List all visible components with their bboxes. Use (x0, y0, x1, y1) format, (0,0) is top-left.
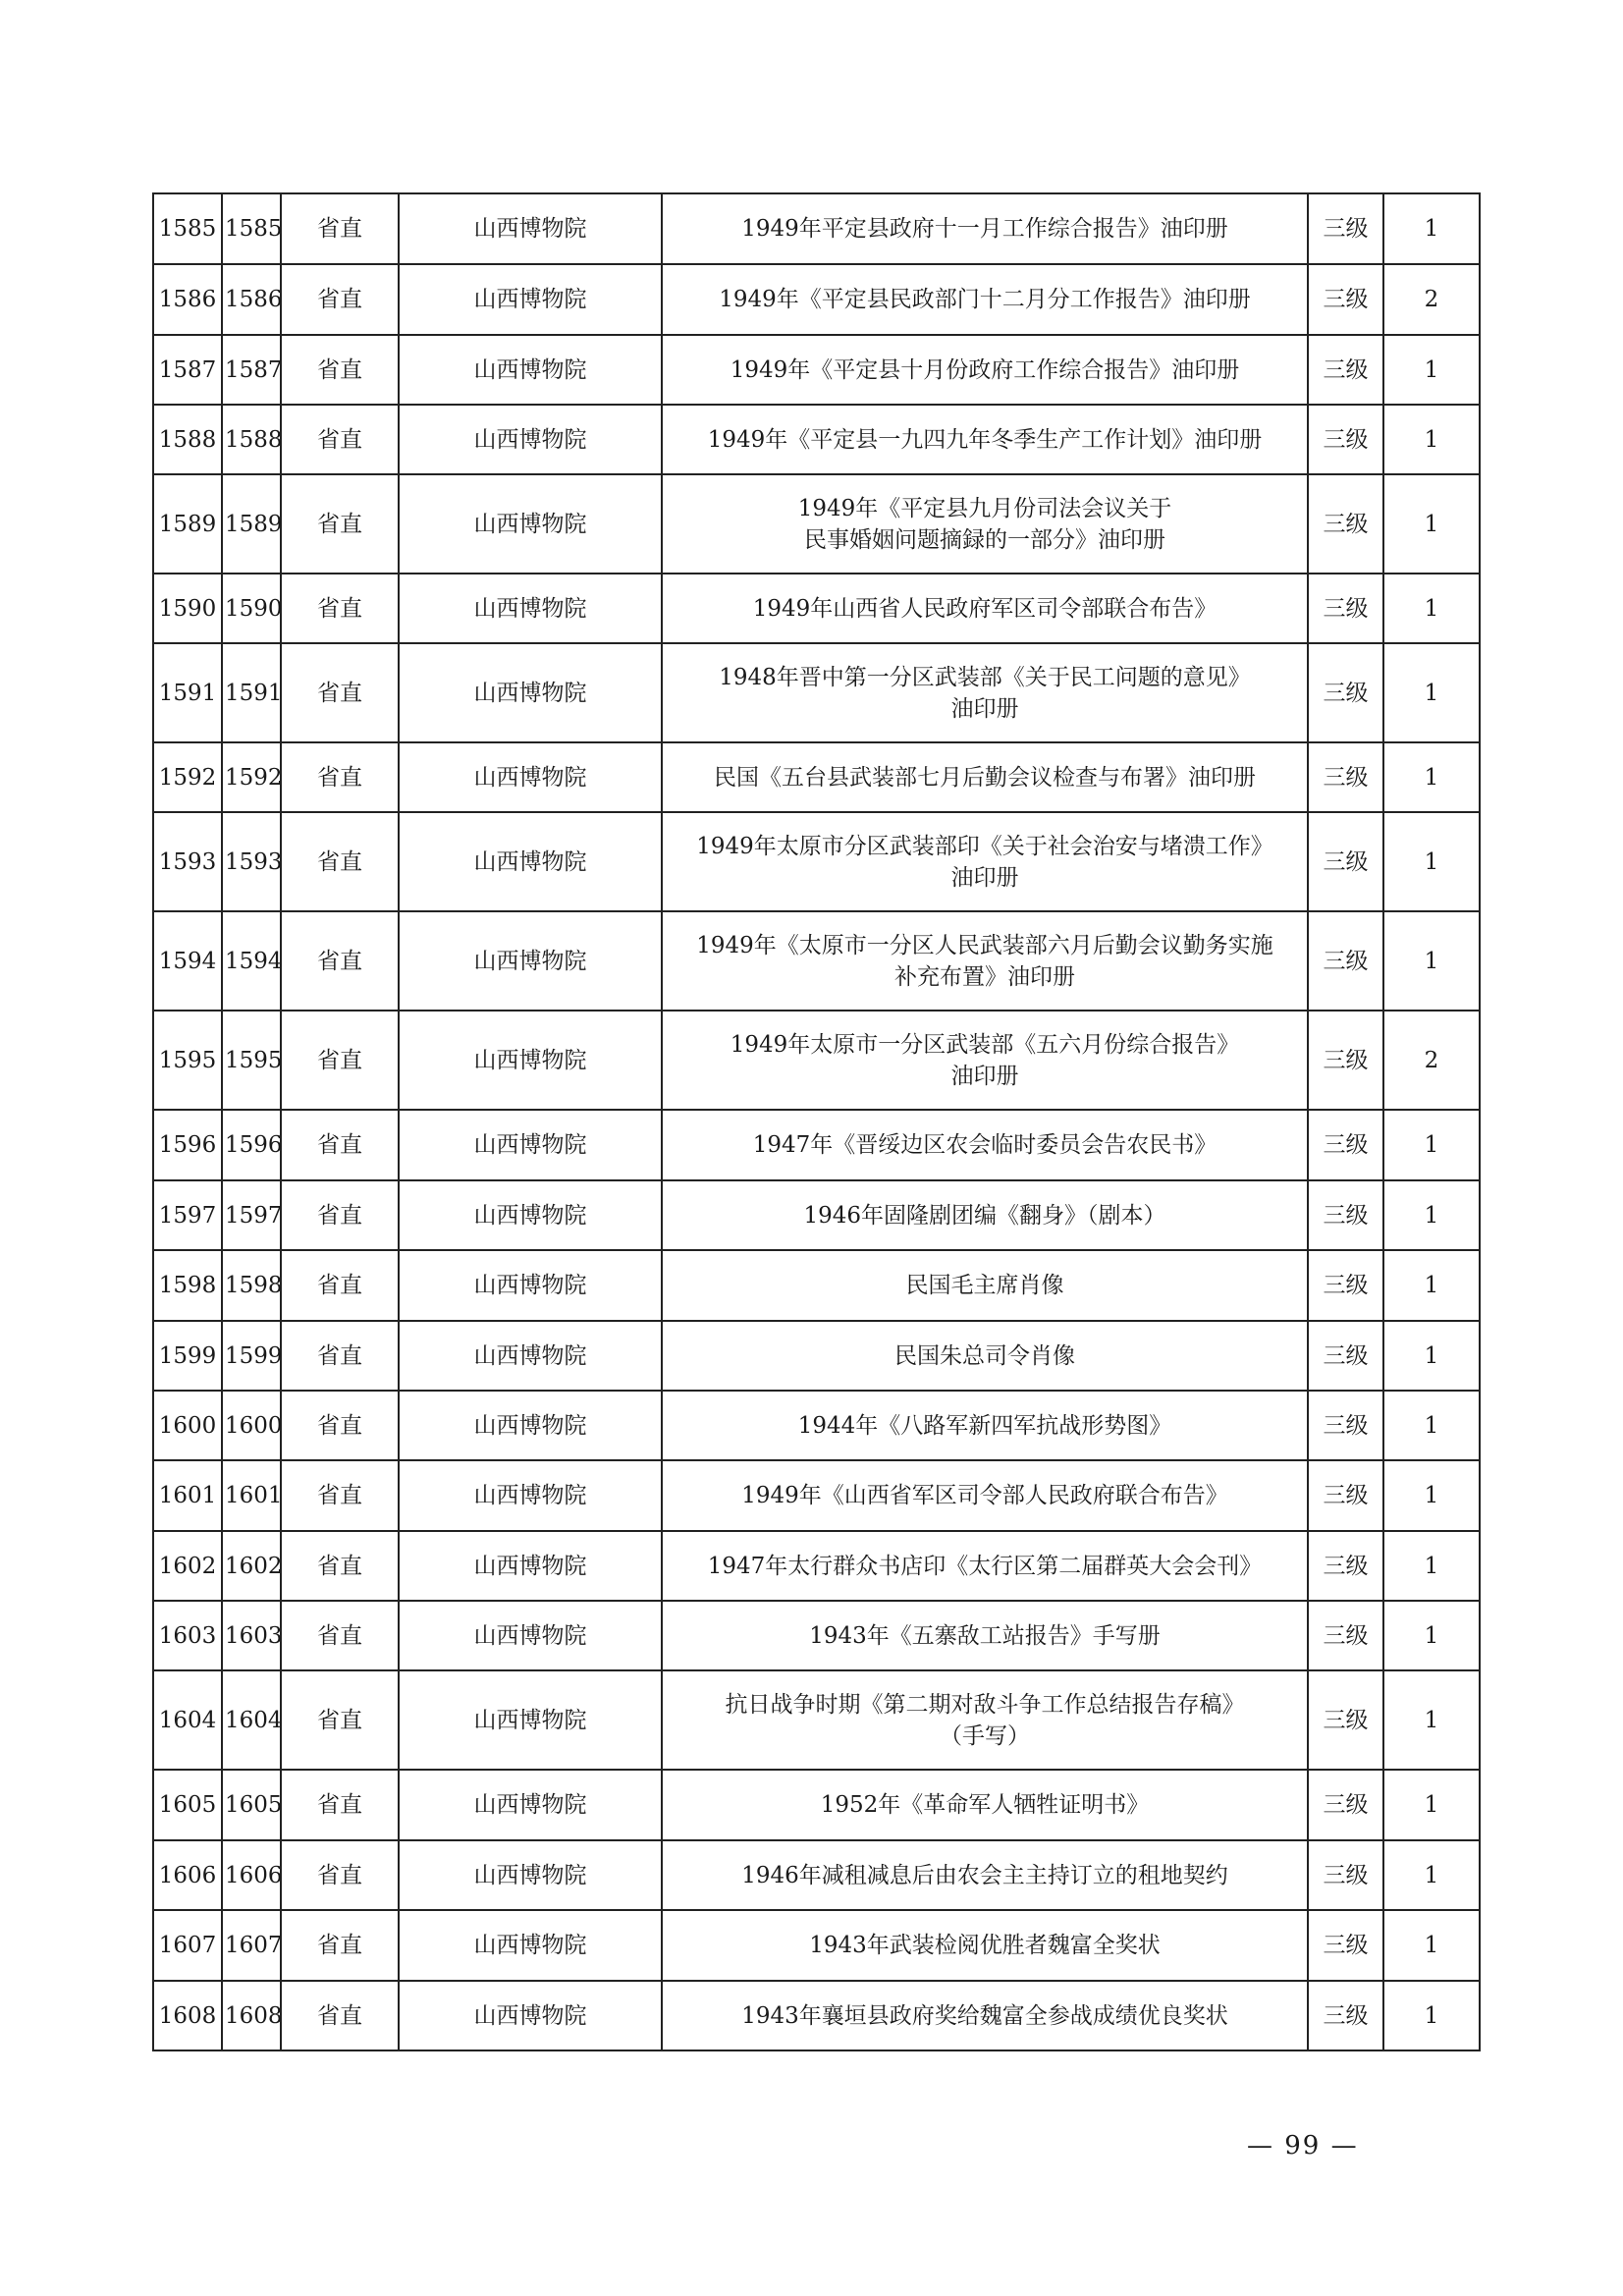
relic-name-line: 1949年太原市分区武装部印《关于社会治安与堵溃工作》 (696, 833, 1273, 859)
row-number-cell: 1585 (153, 193, 222, 264)
quantity-cell: 1 (1383, 1250, 1480, 1321)
relic-name-cell: 1943年武装检阅优胜者魏富全奖状 (662, 1910, 1308, 1981)
unit-cell: 山西博物院 (399, 812, 662, 911)
table-row (153, 405, 1480, 474)
relic-id-cell: 1585 (222, 193, 281, 264)
grade-cell: 三级 (1308, 1250, 1383, 1321)
table-row (153, 1460, 1480, 1531)
relic-name-cell (662, 812, 1308, 911)
quantity-cell: 1 (1383, 812, 1480, 911)
relic-id-cell: 1588 (222, 405, 281, 474)
category-cell: 省直 (281, 812, 399, 911)
row-number-cell: 1596 (153, 1110, 222, 1180)
row-number-cell: 1589 (153, 474, 222, 574)
relic-id-cell: 1595 (222, 1011, 281, 1110)
relic-catalog-table (152, 192, 1481, 2051)
quantity-cell: 1 (1383, 1180, 1480, 1250)
quantity-cell: 1 (1383, 1460, 1480, 1531)
unit-cell: 山西博物院 (399, 1981, 662, 2050)
quantity-cell: 1 (1383, 193, 1480, 264)
relic-name-cell (662, 474, 1308, 574)
row-number-cell: 1597 (153, 1180, 222, 1250)
row-number-cell: 1603 (153, 1601, 222, 1670)
relic-name-cell: 1949年《平定县十月份政府工作综合报告》油印册 (662, 335, 1308, 405)
row-number-cell: 1605 (153, 1770, 222, 1840)
table-row (153, 193, 1480, 264)
relic-id-cell: 1605 (222, 1770, 281, 1840)
table-row (153, 643, 1480, 742)
category-cell: 省直 (281, 742, 399, 812)
row-number-cell: 1586 (153, 264, 222, 335)
unit-cell: 山西博物院 (399, 1601, 662, 1670)
category-cell: 省直 (281, 1180, 399, 1250)
table-row (153, 1180, 1480, 1250)
table-row (153, 264, 1480, 335)
relic-name-cell: 1947年太行群众书店印《太行区第二届群英大会会刊》 (662, 1531, 1308, 1601)
table-row (153, 1250, 1480, 1321)
relic-id-cell: 1592 (222, 742, 281, 812)
relic-name-cell: 1947年《晋绥边区农会临时委员会告农民书》 (662, 1110, 1308, 1180)
relic-name-line: 民事婚姻问题摘録的一部分》油印册 (804, 526, 1165, 553)
unit-cell: 山西博物院 (399, 742, 662, 812)
quantity-cell: 1 (1383, 1110, 1480, 1180)
unit-cell: 山西博物院 (399, 643, 662, 742)
category-cell: 省直 (281, 574, 399, 643)
unit-cell: 山西博物院 (399, 335, 662, 405)
category-cell: 省直 (281, 474, 399, 574)
category-cell: 省直 (281, 1391, 399, 1460)
quantity-cell: 1 (1383, 1770, 1480, 1840)
unit-cell: 山西博物院 (399, 1391, 662, 1460)
relic-id-cell: 1603 (222, 1601, 281, 1670)
relic-name-cell: 1949年山西省人民政府军区司令部联合布告》 (662, 574, 1308, 643)
table-row (153, 911, 1480, 1011)
category-cell: 省直 (281, 1670, 399, 1770)
category-cell: 省直 (281, 264, 399, 335)
relic-name-line: 油印册 (950, 864, 1019, 891)
table-row (153, 335, 1480, 405)
quantity-cell: 1 (1383, 742, 1480, 812)
relic-name-cell: 1946年固隆剧团编《翻身》（剧本） (662, 1180, 1308, 1250)
unit-cell: 山西博物院 (399, 1110, 662, 1180)
relic-name-cell: 1949年《山西省军区司令部人民政府联合布告》 (662, 1460, 1308, 1531)
unit-cell: 山西博物院 (399, 1460, 662, 1531)
row-number-cell: 1607 (153, 1910, 222, 1981)
grade-cell: 三级 (1308, 1601, 1383, 1670)
relic-id-cell: 1606 (222, 1840, 281, 1910)
unit-cell: 山西博物院 (399, 1250, 662, 1321)
grade-cell: 三级 (1308, 1460, 1383, 1531)
quantity-cell: 1 (1383, 1391, 1480, 1460)
unit-cell: 山西博物院 (399, 405, 662, 474)
category-cell: 省直 (281, 1910, 399, 1981)
unit-cell: 山西博物院 (399, 193, 662, 264)
grade-cell: 三级 (1308, 1321, 1383, 1391)
category-cell: 省直 (281, 1601, 399, 1670)
relic-name-cell: 1946年减租减息后由农会主主持订立的租地契约 (662, 1840, 1308, 1910)
grade-cell: 三级 (1308, 812, 1383, 911)
relic-id-cell: 1599 (222, 1321, 281, 1391)
unit-cell: 山西博物院 (399, 1321, 662, 1391)
relic-name-cell (662, 643, 1308, 742)
grade-cell: 三级 (1308, 264, 1383, 335)
quantity-cell: 1 (1383, 1670, 1480, 1770)
quantity-cell: 1 (1383, 1840, 1480, 1910)
relic-name-cell: 1949年平定县政府十一月工作综合报告》油印册 (662, 193, 1308, 264)
row-number-cell: 1590 (153, 574, 222, 643)
category-cell: 省直 (281, 1460, 399, 1531)
relic-id-cell: 1604 (222, 1670, 281, 1770)
relic-name-line: 1949年《太原市一分区人民武装部六月后勤会议勤务实施 (696, 932, 1273, 958)
relic-id-cell: 1607 (222, 1910, 281, 1981)
relic-name-line: 油印册 (950, 1063, 1019, 1089)
category-cell: 省直 (281, 335, 399, 405)
row-number-cell: 1595 (153, 1011, 222, 1110)
quantity-cell: 1 (1383, 1981, 1480, 2050)
page-number: — 99 — (1247, 2131, 1359, 2160)
unit-cell: 山西博物院 (399, 1531, 662, 1601)
relic-name-cell: 1952年《革命军人牺牲证明书》 (662, 1770, 1308, 1840)
grade-cell: 三级 (1308, 643, 1383, 742)
row-number-cell: 1608 (153, 1981, 222, 2050)
table-row (153, 1840, 1480, 1910)
relic-id-cell: 1594 (222, 911, 281, 1011)
grade-cell: 三级 (1308, 1670, 1383, 1770)
unit-cell: 山西博物院 (399, 1180, 662, 1250)
relic-name-cell: 民国朱总司令肖像 (662, 1321, 1308, 1391)
quantity-cell: 1 (1383, 1531, 1480, 1601)
category-cell: 省直 (281, 1011, 399, 1110)
relic-name-line: 1948年晋中第一分区武装部《关于民工问题的意见》 (719, 664, 1251, 690)
unit-cell: 山西博物院 (399, 1840, 662, 1910)
relic-id-cell: 1602 (222, 1531, 281, 1601)
relic-name-cell (662, 1011, 1308, 1110)
table-row (153, 1011, 1480, 1110)
quantity-cell: 1 (1383, 1910, 1480, 1981)
row-number-cell: 1600 (153, 1391, 222, 1460)
unit-cell: 山西博物院 (399, 911, 662, 1011)
grade-cell: 三级 (1308, 911, 1383, 1011)
relic-id-cell: 1601 (222, 1460, 281, 1531)
relic-name-line: 1949年《平定县九月份司法会议关于 (797, 495, 1172, 521)
category-cell: 省直 (281, 1110, 399, 1180)
row-number-cell: 1587 (153, 335, 222, 405)
grade-cell: 三级 (1308, 1011, 1383, 1110)
relic-id-cell: 1608 (222, 1981, 281, 2050)
table-row (153, 1981, 1480, 2050)
category-cell: 省直 (281, 1531, 399, 1601)
row-number-cell: 1593 (153, 812, 222, 911)
quantity-cell: 1 (1383, 1321, 1480, 1391)
relic-id-cell: 1591 (222, 643, 281, 742)
relic-id-cell: 1596 (222, 1110, 281, 1180)
table-row (153, 742, 1480, 812)
relic-name-line: （手写） (940, 1722, 1030, 1749)
table-row (153, 1391, 1480, 1460)
row-number-cell: 1588 (153, 405, 222, 474)
quantity-cell: 1 (1383, 574, 1480, 643)
quantity-cell: 1 (1383, 405, 1480, 474)
grade-cell: 三级 (1308, 193, 1383, 264)
row-number-cell: 1591 (153, 643, 222, 742)
grade-cell: 三级 (1308, 474, 1383, 574)
quantity-cell: 1 (1383, 911, 1480, 1011)
grade-cell: 三级 (1308, 1981, 1383, 2050)
relic-name-line: 抗日战争时期《第二期对敌斗争工作总结报告存稿》 (725, 1691, 1245, 1718)
table-row (153, 1601, 1480, 1670)
category-cell: 省直 (281, 1250, 399, 1321)
quantity-cell: 1 (1383, 474, 1480, 574)
relic-name-cell: 民国毛主席肖像 (662, 1250, 1308, 1321)
grade-cell: 三级 (1308, 1180, 1383, 1250)
quantity-cell: 1 (1383, 643, 1480, 742)
unit-cell: 山西博物院 (399, 1770, 662, 1840)
quantity-cell: 2 (1383, 1011, 1480, 1110)
relic-name-cell: 1943年《五寨敌工站报告》手写册 (662, 1601, 1308, 1670)
row-number-cell: 1604 (153, 1670, 222, 1770)
relic-id-cell: 1598 (222, 1250, 281, 1321)
relic-id-cell: 1590 (222, 574, 281, 643)
grade-cell: 三级 (1308, 1531, 1383, 1601)
unit-cell: 山西博物院 (399, 474, 662, 574)
relic-name-cell: 1943年襄垣县政府奖给魏富全参战成绩优良奖状 (662, 1981, 1308, 2050)
grade-cell: 三级 (1308, 1110, 1383, 1180)
category-cell: 省直 (281, 405, 399, 474)
category-cell: 省直 (281, 193, 399, 264)
table-row (153, 1670, 1480, 1770)
table-row (153, 812, 1480, 911)
relic-id-cell: 1593 (222, 812, 281, 911)
relic-name-cell (662, 911, 1308, 1011)
quantity-cell: 1 (1383, 335, 1480, 405)
relic-name-cell: 1949年《平定县一九四九年冬季生产工作计划》油印册 (662, 405, 1308, 474)
unit-cell: 山西博物院 (399, 264, 662, 335)
unit-cell: 山西博物院 (399, 1011, 662, 1110)
grade-cell: 三级 (1308, 335, 1383, 405)
category-cell: 省直 (281, 643, 399, 742)
row-number-cell: 1602 (153, 1531, 222, 1601)
relic-id-cell: 1600 (222, 1391, 281, 1460)
relic-name-cell: 1949年《平定县民政部门十二月分工作报告》油印册 (662, 264, 1308, 335)
grade-cell: 三级 (1308, 1770, 1383, 1840)
unit-cell: 山西博物院 (399, 1670, 662, 1770)
unit-cell: 山西博物院 (399, 574, 662, 643)
row-number-cell: 1601 (153, 1460, 222, 1531)
relic-name-cell (662, 1670, 1308, 1770)
relic-id-cell: 1587 (222, 335, 281, 405)
relic-name-cell: 民国《五台县武装部七月后勤会议检查与布署》油印册 (662, 742, 1308, 812)
category-cell: 省直 (281, 1770, 399, 1840)
table-body (153, 193, 1480, 2050)
relic-name-line: 补充布置》油印册 (894, 963, 1075, 990)
quantity-cell: 1 (1383, 1601, 1480, 1670)
row-number-cell: 1594 (153, 911, 222, 1011)
grade-cell: 三级 (1308, 1910, 1383, 1981)
relic-name-cell: 1944年《八路军新四军抗战形势图》 (662, 1391, 1308, 1460)
table-row (153, 1531, 1480, 1601)
row-number-cell: 1606 (153, 1840, 222, 1910)
unit-cell: 山西博物院 (399, 1910, 662, 1981)
relic-id-cell: 1586 (222, 264, 281, 335)
quantity-cell: 2 (1383, 264, 1480, 335)
grade-cell: 三级 (1308, 405, 1383, 474)
grade-cell: 三级 (1308, 574, 1383, 643)
table-row (153, 474, 1480, 574)
table-row (153, 1110, 1480, 1180)
relic-id-cell: 1589 (222, 474, 281, 574)
relic-name-line: 1949年太原市一分区武装部《五六月份综合报告》 (730, 1031, 1240, 1058)
grade-cell: 三级 (1308, 1391, 1383, 1460)
row-number-cell: 1598 (153, 1250, 222, 1321)
category-cell: 省直 (281, 1321, 399, 1391)
grade-cell: 三级 (1308, 742, 1383, 812)
table-row (153, 1321, 1480, 1391)
table-row (153, 574, 1480, 643)
table-row (153, 1910, 1480, 1981)
row-number-cell: 1592 (153, 742, 222, 812)
relic-name-line: 油印册 (950, 695, 1019, 722)
category-cell: 省直 (281, 911, 399, 1011)
grade-cell: 三级 (1308, 1840, 1383, 1910)
table-row (153, 1770, 1480, 1840)
category-cell: 省直 (281, 1981, 399, 2050)
category-cell: 省直 (281, 1840, 399, 1910)
relic-id-cell: 1597 (222, 1180, 281, 1250)
row-number-cell: 1599 (153, 1321, 222, 1391)
